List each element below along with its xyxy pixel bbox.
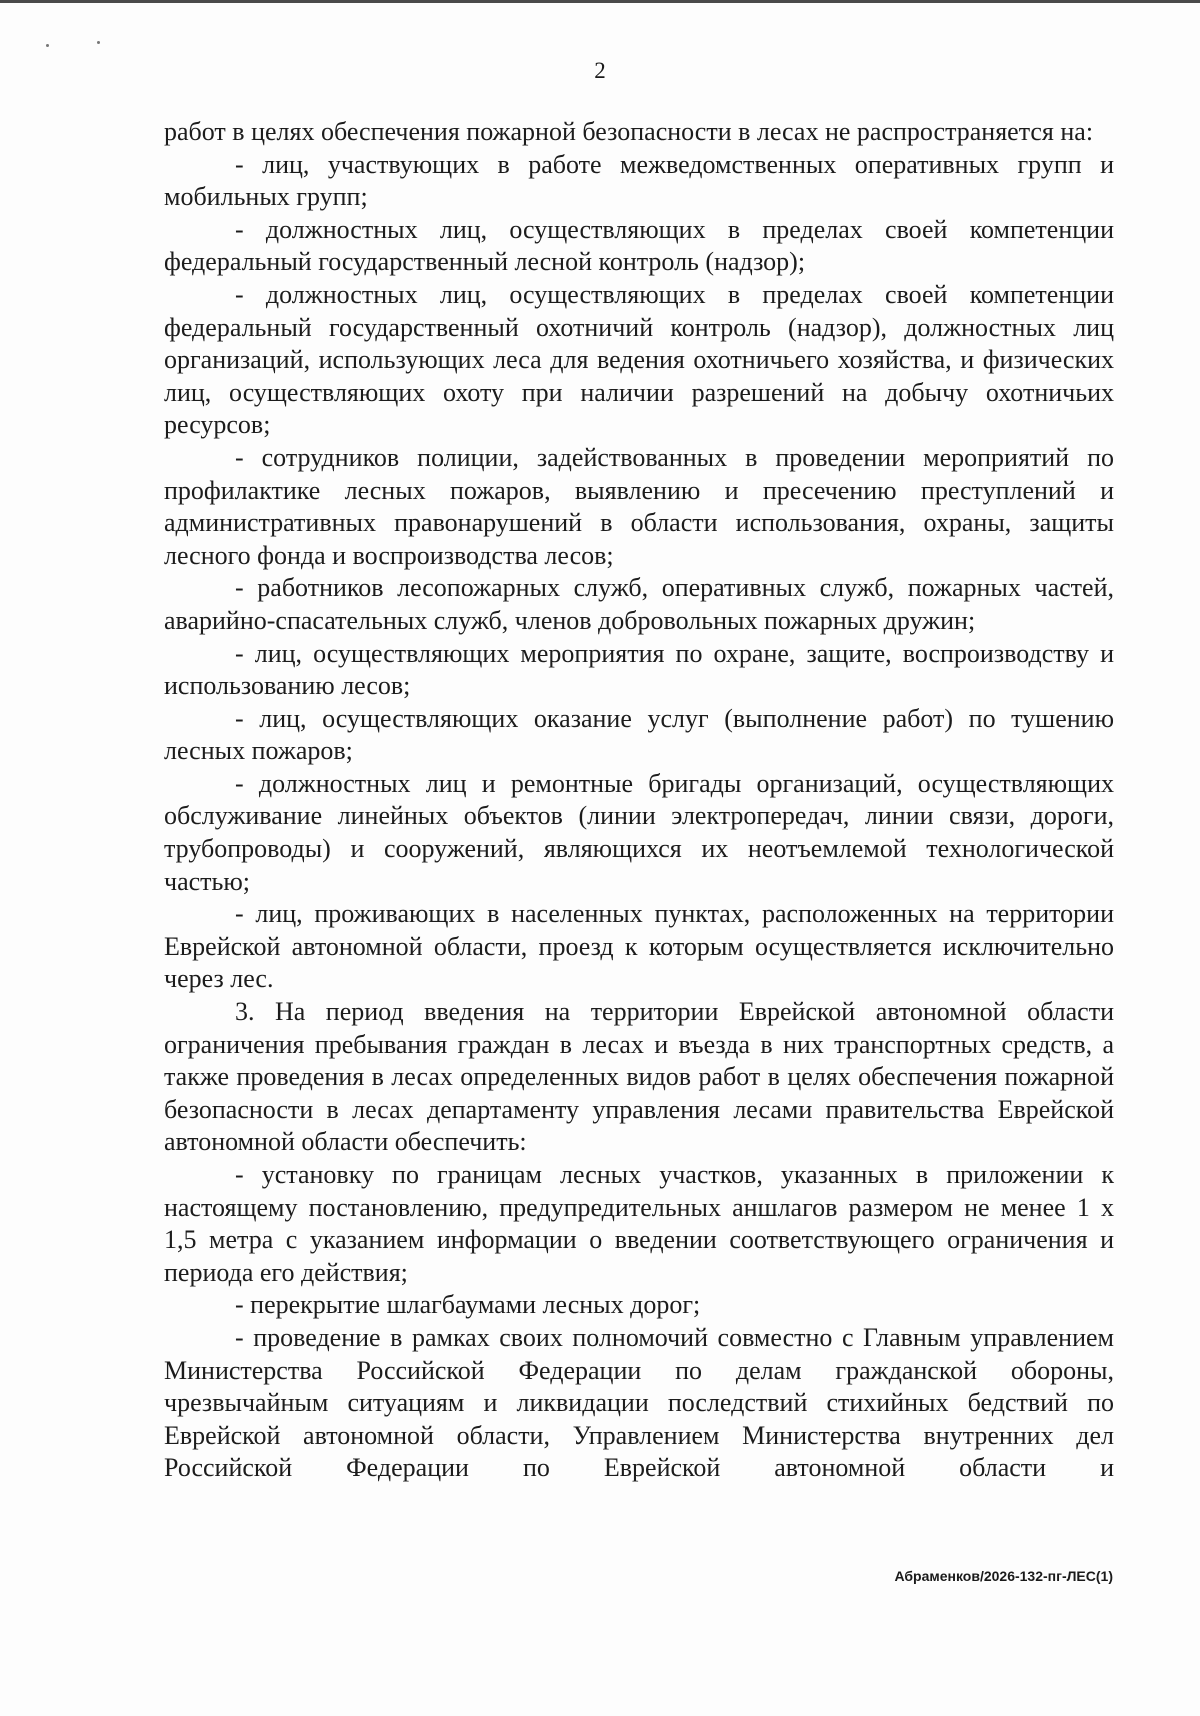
paragraph-8: - должностных лиц и ремонтные бригады организаций, осуществляющих обслуживание линейных объектов (линии электропередач, линии связи, дороги, трубопроводы) и сооружений, являющихся их неотъемлемой технологической частью; <box>164 768 1114 896</box>
paragraph-5: - работников лесопожарных служб, оперативных служб, пожарных частей, аварийно-спасательных служб, членов добровольных пожарных дружин; <box>164 573 1114 635</box>
paragraph-2: - должностных лиц, осуществляющих в пределах своей компетенции федеральный государственный лесной контроль (надзор); <box>164 214 1114 277</box>
paragraph-4: - сотрудников полиции, задействованных в проведении мероприятий по профилактике лесных пожаров, выявлению и пресечению преступлений и административных правонарушений в области использования, охраны, защиты лесного фонда и воспроизводства лесов; <box>164 442 1114 570</box>
document-registration-code: Абраменков/2026-132-пг-ЛЕС(1) <box>894 1568 1113 1584</box>
paragraph-12: - перекрытие шлагбаумами лесных дорог; <box>235 1290 701 1320</box>
paragraph-3: - должностных лиц, осуществляющих в пределах своей компетенции федеральный государственный охотничий контроль (надзор), должностных лиц организаций, использующих леса для ведения охотничьего хозяйства, и физических лиц, осуществляющих охоту при наличии разрешений на добычу охотничьих ресурсов; <box>164 279 1114 440</box>
paragraph-11: - установку по границам лесных участков, указанных в приложении к настоящему постановлению, предупредительных аншлагов размером не менее 1 х 1,5 метра с указанием информации о введении соответствующего ограничения и периода его действия; <box>164 1160 1114 1287</box>
paragraph-9: - лиц, проживающих в населенных пунктах, расположенных на территории Еврейской автономной области, проезд к которым осуществляется исключительно через лес. <box>164 899 1114 994</box>
scan-speck <box>46 44 49 47</box>
paragraph-0: работ в целях обеспечения пожарной безопасности в лесах не распространяется на: <box>164 117 1094 146</box>
paragraph-1: - лиц, участвующих в работе межведомственных оперативных групп и мобильных групп; <box>164 149 1114 212</box>
scan-speck <box>97 41 100 44</box>
scan-top-edge <box>0 0 1200 3</box>
paragraph-6: - лиц, осуществляющих мероприятия по охране, защите, воспроизводству и использованию лесов; <box>164 638 1114 701</box>
paragraph-13: - проведение в рамках своих полномочий совместно с Главным управлением Министерства Российской Федерации по делам гражданской обороны, чрезвычайным ситуациям и ликвидации последствий стихийных бедствий по Еврейской автономной области, Управлением Министерства внутренних дел Российской Федерации по Еврейской автономной области и <box>164 1322 1114 1483</box>
page-number: 2 <box>594 58 606 83</box>
paragraph-10: 3. На период введения на территории Еврейской автономной области ограничения пребывания граждан в лесах и въезда в них транспортных средств, а также проведения в лесах определенных видов работ в целях обеспечения пожарной безопасности в лесах департаменту управления лесами правительства Еврейской автономной области обеспечить: <box>164 997 1114 1157</box>
document-body <box>164 116 1114 1485</box>
paragraph-7: - лиц, осуществляющих оказание услуг (выполнение работ) по тушению лесных пожаров; <box>164 703 1114 766</box>
